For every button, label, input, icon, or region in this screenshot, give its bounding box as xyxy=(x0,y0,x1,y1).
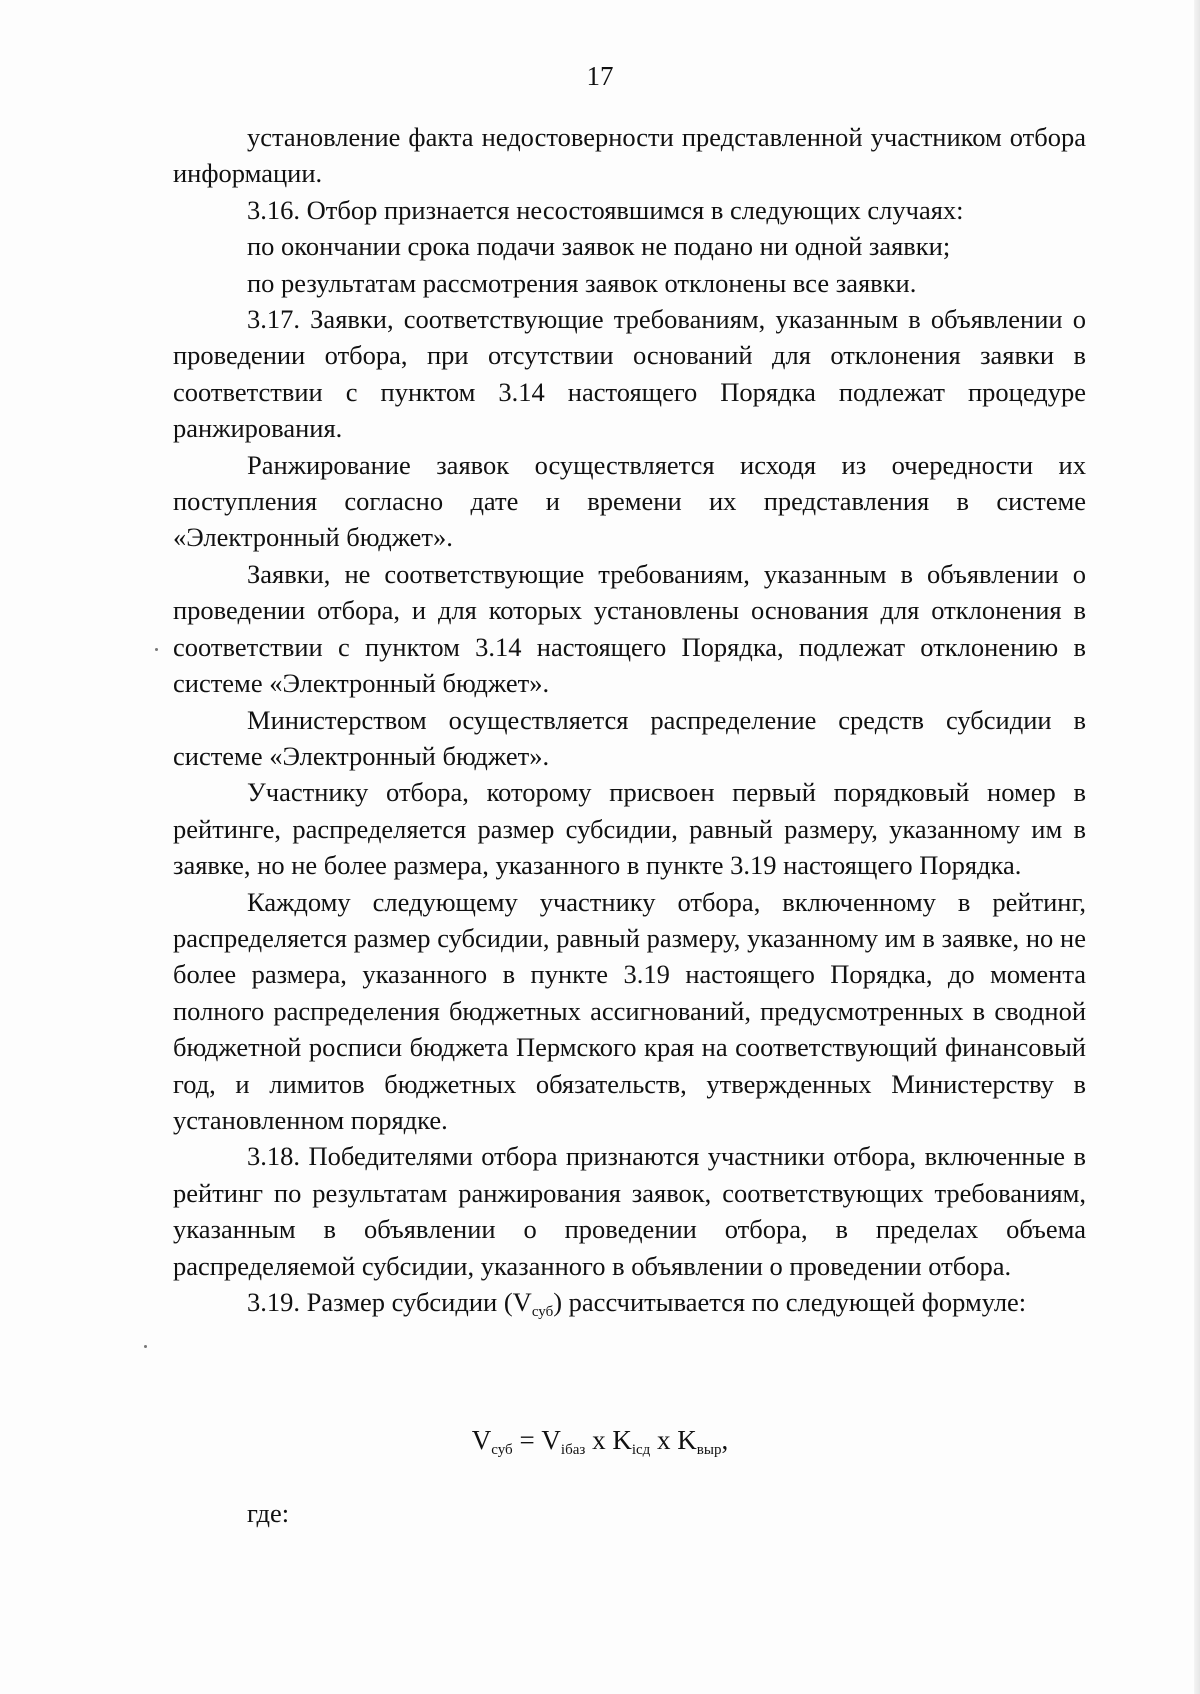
paragraph: 3.16. Отбор признается несостоявшимся в следующих случаях: xyxy=(247,194,964,225)
paragraph: 3.18. Победителями отбора признаются участники отбора, включенные в рейтинг по результатам ранжирования заявок, соответствующих требованиям, указанным в объявлении о проведении отбора, в пределах объема распределяемой субсидии, указанного в объявлении о проведении отбора. xyxy=(173,1141,1086,1281)
paragraph: Ранжирование заявок осуществляется исходя из очередности их поступления согласно дате и времени их представления в системе «Электронный бюджет». xyxy=(173,449,1086,553)
paragraph: по результатам рассмотрения заявок отклонены все заявки. xyxy=(247,267,917,298)
scan-speck xyxy=(155,648,158,651)
formula-lhs-sub: суб xyxy=(491,1442,513,1458)
formula-term3-symbol: K xyxy=(677,1425,697,1455)
formula-term2-sub: iсд xyxy=(631,1442,651,1458)
formula-intro-paragraph xyxy=(173,1284,1086,1320)
subsidy-formula xyxy=(0,1420,1200,1460)
formula-times-1: x xyxy=(585,1425,613,1455)
formula-term1-symbol: V xyxy=(541,1425,561,1455)
formula-intro-after: ) рассчитывается по следующей формуле: xyxy=(553,1287,1027,1317)
formula-term2-symbol: K xyxy=(612,1425,632,1455)
formula-term1-sub: iбаз xyxy=(560,1442,586,1458)
formula-intro-before: 3.19. Размер субсидии (V xyxy=(247,1287,532,1317)
scan-speck xyxy=(144,1345,147,1348)
formula-term3-sub: выр xyxy=(696,1442,722,1458)
paragraph: по окончании срока подачи заявок не подано ни одной заявки; xyxy=(247,231,951,262)
paragraph: Заявки, не соответствующие требованиям, указанным в объявлении о проведении отбора, и для которых установлены основания для отклонения в соответствии с пунктом 3.14 настоящего Порядка, подлежат отклонению в системе «Электронный бюджет». xyxy=(173,558,1086,699)
formula-end-punct: , xyxy=(721,1425,729,1455)
formula-intro-sub: суб xyxy=(531,1304,554,1320)
formula-times-2: x xyxy=(650,1425,678,1455)
where-label: где: xyxy=(247,1498,290,1528)
paragraph: Каждому следующему участнику отбора, включенному в рейтинг, распределяется размер субсидии, равный размеру, указанному им в заявке, но не более размера, указанного в пункте 3.19 настоящего Порядка, до момента полного распределения бюджетных ассигнований, предусмотренных в сводной бюджетной росписи бюджета Пермского края на соответствующий финансовый год, и лимитов бюджетных обязательств, утвержденных Министерству в установленном порядке. xyxy=(173,886,1086,1135)
paragraph: Министерством осуществляется распределение средств субсидии в системе «Электронный бюджет». xyxy=(173,704,1086,771)
formula-lhs-symbol: V xyxy=(471,1425,492,1455)
paragraph: Участнику отбора, которому присвоен первый порядковый номер в рейтинге, распределяется размер субсидии, равный размеру, указанному им в заявке, но не более размера, указанного в пункте 3.19 настоящего Порядка. xyxy=(173,777,1086,881)
paragraph: 3.17. Заявки, соответствующие требованиям, указанным в объявлении о проведении отбора, при отсутствии оснований для отклонения заявки в соответствии с пунктом 3.14 настоящего Порядка подлежат процедуре ранжирования. xyxy=(173,304,1086,444)
paragraph: установление факта недостоверности представленной участником отбора информации. xyxy=(173,122,1086,189)
body-text xyxy=(173,119,1086,1320)
formula-equals: = xyxy=(512,1425,542,1455)
page-number: 17 xyxy=(586,61,614,91)
